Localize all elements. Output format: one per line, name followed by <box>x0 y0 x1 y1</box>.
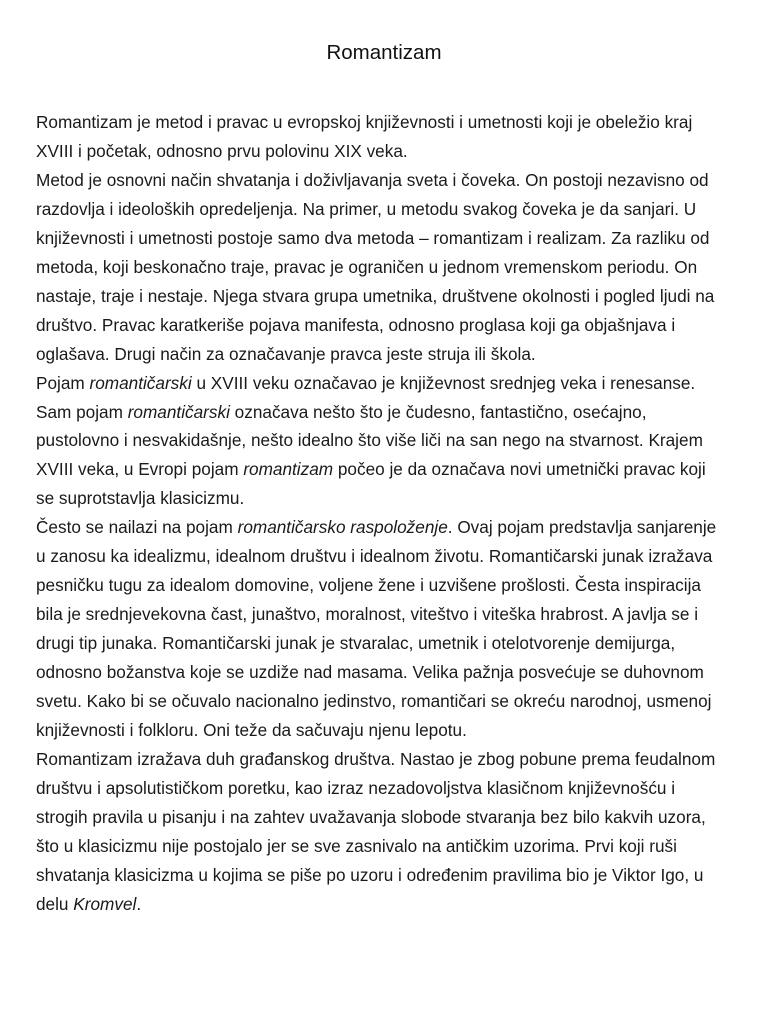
paragraph-text: Metod je osnovni način shvatanja i doživljavanja sveta i čoveka. On postoji nezavisno od razdovlja i ideoloških opredeljenja. Na primer, u metodu svakog čoveka je da sanjari. U književnosti i umetnosti postoje samo dva metoda – romantizam i realizam. Za razliku od metoda, koji beskonačno traje, pravac je ograničen u jednom vremenskom periodu. On nastaje, traje i nestaje. Njega stvara grupa umetnika, društvene okolnosti i pogled ljudi na društvo. Pravac karatkeriše pojava manifesta, odnosno proglasa koji ga objašnjava i oglašava. Drugi način za označavanje pravca jeste struja ili škola. <box>36 169 715 364</box>
document-title: Romantizam <box>326 41 442 64</box>
paragraph-text: Romantizam je metod i pravac u evropskoj književnosti i umetnosti koji je obeležio kraj XVIII i početak, odnosno prvu polovinu XIX veka. <box>36 112 693 161</box>
paragraph-text: Pojam <box>36 372 90 393</box>
paragraph-raspolozenje <box>36 513 726 745</box>
paragraph-intro <box>36 108 726 166</box>
paragraph-text: Često se nailazi na pojam <box>36 517 238 538</box>
paragraph-text: . <box>136 893 142 914</box>
paragraph-text: u XVIII veku označavao je književnost srednjeg veka i renesanse. Sam pojam <box>36 372 696 422</box>
paragraph-text: počeo je da označava novi umetnički pravac koji se suprotstavlja klasicizmu. <box>36 459 706 509</box>
paragraph-text: . Ovaj pojam predstavlja sanjarenje u zanosu ka idealizmu, idealnom društvu i idealnom životu. Romantičarski junak izražava pesničku tugu za idealom domovine, voljene žene i uzvišene prošlosti. Česta inspiracija bila je srednjevekovna čast, junaštvo, moralnost, viteštvo i viteška hrabrost. A javlja se i drugi tip junaka. Romantičarski junak je stvaralac, umetnik i otelotvorenje demijurga, odnosno božanstva koje se uzdiže nad masama. Velika pažnja posvećuje se duhovnom svetu. Kako bi se očuvalo nacionalno jedinstvo, romantičari se okreću narodnoj, usmenoj književnosti i folkloru. Oni teže da sačuvaju njenu lepotu. <box>36 517 717 741</box>
paragraph-text: Romantizam izražava duh građanskog društva. Nastao je zbog pobune prema feudalnom društvu i apsolutističkom poretku, kao izraz nezadovoljstva klasičnom književnošću i strogih pravila u pisanju i na zahtev uvažavanja slobode stvaranja bez bilo kakvih uzora, što u klasicizmu nije postojalo jer se sve zasnivalo na antičkim uzorima. Prvi koji ruši shvatanja klasicizma u kojima se piše po uzoru i određenim pravilima bio je Viktor Igo, u delu <box>36 748 716 914</box>
paragraph-pojam <box>36 369 726 514</box>
italic-term: romantičarsko raspoloženje <box>237 517 448 538</box>
italic-term: romantičarski <box>89 372 192 393</box>
paragraph-gradjansko-drustvo <box>36 745 726 919</box>
paragraph-text: označava nešto što je čudesno, fantastično, osećajno, pustolovno i nesvakidašnje, nešto idealno što više liči na san nego na stvarnost. Krajem XVIII veka, u Evropi pojam <box>36 401 703 480</box>
italic-term: Kromvel <box>73 893 137 914</box>
document-body <box>36 108 726 919</box>
italic-term: romantičarski <box>127 401 230 422</box>
paragraph-metod <box>36 166 726 369</box>
italic-term: romantizam <box>243 459 334 480</box>
